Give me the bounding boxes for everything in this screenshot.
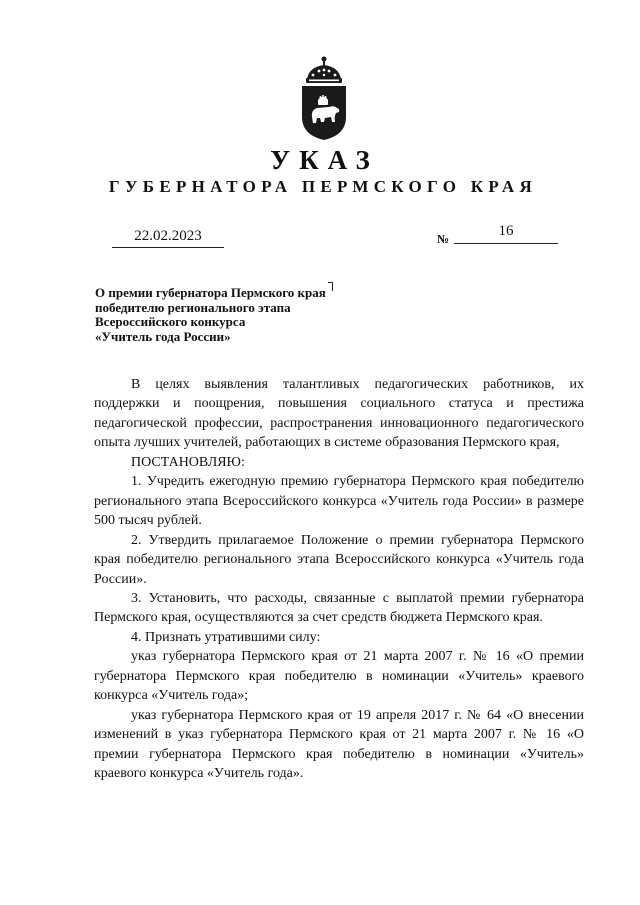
- perm-krai-coat-of-arms-icon: [299, 55, 349, 141]
- body-paragraph: 1. Учредить ежегодную премию губернатора Пермского края победителю регионального этапа Всероссийского конкурса «Учитель года России» в размере 500 тысяч рублей.: [94, 474, 584, 529]
- body-paragraph: указ губернатора Пермского края от 19 апреля 2017 г. № 64 «О внесении изменений в указ губернатора Пермского края от 21 марта 2007 г. № 16 «О премии губернатора Пермского края победителю в номинации «Учитель» краевого конкурса «Учитель года».: [94, 707, 584, 782]
- corner-bracket-icon: [328, 282, 333, 291]
- document-body: [94, 375, 584, 784]
- document-title: УКАЗ: [270, 145, 379, 175]
- body-paragraph: В целях выявления талантливых педагогических работников, их поддержки и поощрения, повышения социального статуса и престижа педагогической профессии, распространения инновационного педагогического опыта лучших учителей, работающих в системе образования Пермского края,: [94, 377, 584, 451]
- body-paragraph: 4. Признать утратившими силу:: [131, 629, 321, 645]
- subject-line: О премии губернатора Пермского края: [95, 282, 395, 301]
- document-subject: [95, 282, 395, 344]
- number-sign: №: [437, 232, 450, 246]
- document-subtitle: ГУБЕРНАТОРА ПЕРМСКОГО КРАЯ: [108, 177, 538, 196]
- document-number: 16: [454, 221, 558, 244]
- document-date: 22.02.2023: [112, 228, 224, 248]
- subject-line: «Учитель года России»: [95, 328, 231, 344]
- body-paragraph: ПОСТАНОВЛЯЮ:: [131, 454, 245, 470]
- body-paragraph: 3. Установить, что расходы, связанные с выплатой премии губернатора Пермского края, осуществляются за счет средств бюджета Пермского края.: [94, 590, 584, 626]
- subject-line: победителю регионального этапа: [95, 299, 291, 315]
- subject-line: Всероссийского конкурса: [95, 314, 246, 329]
- body-paragraph: 2. Утвердить прилагаемое Положение о премии губернатора Пермского края победителю регионального этапа Всероссийского конкурса «Учитель года России».: [94, 532, 584, 587]
- body-paragraph: указ губернатора Пермского края от 21 марта 2007 г. № 16 «О премии губернатора Пермского края победителю в номинации «Учитель» краевого конкурса «Учитель года»;: [94, 649, 584, 704]
